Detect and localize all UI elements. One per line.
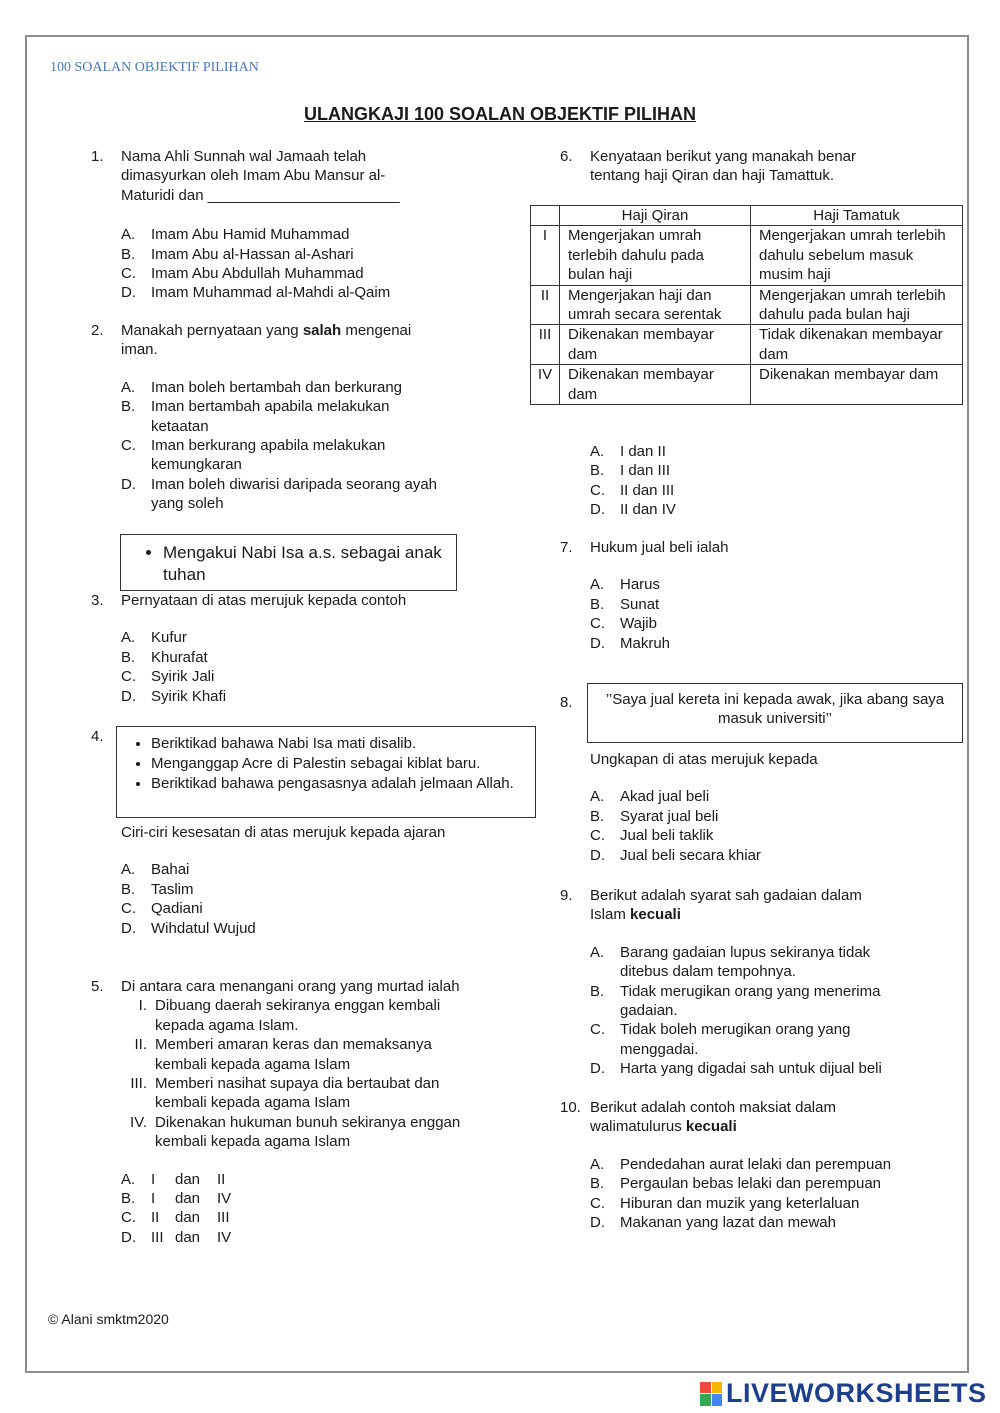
option-a[interactable]: A. Pendedahan aurat lelaki dan perempuan bbox=[590, 1155, 892, 1173]
question-number: 9. bbox=[560, 887, 573, 904]
option-a[interactable]: A. Harus bbox=[590, 576, 661, 594]
table-row: II Mengerjakan haji dan umrah secara serentak Mengerjakan umrah terlebih dahulu pada bulan haji bbox=[531, 285, 963, 325]
statement-item: IV. Dikenakan hukuman bunuh sekiranya enggan kembali kepada agama Islam bbox=[130, 1113, 461, 1151]
question-10 bbox=[560, 1098, 940, 1232]
question-text: Pernyataan di atas merujuk kepada contoh bbox=[121, 592, 407, 609]
option-d[interactable]: D. Iman boleh diwarisi daripada seorang ayah yang soleh bbox=[121, 475, 438, 513]
option-d[interactable]: D. Syirik Khafi bbox=[121, 687, 227, 705]
option-b[interactable]: B. I dan IV bbox=[121, 1190, 232, 1208]
question-number: 10. bbox=[560, 1099, 581, 1116]
option-b[interactable]: B. Imam Abu al-Hassan al-Ashari bbox=[121, 245, 354, 263]
question-text: Nama Ahli Sunnah wal Jamaah telah dimasyurkan oleh Imam Abu Mansur al-Maturidi dan _______________________ bbox=[121, 148, 400, 204]
question-number: 3. bbox=[91, 592, 104, 609]
option-c[interactable]: C. Hiburan dan muzik yang keterlaluan bbox=[590, 1194, 860, 1212]
option-d[interactable]: D. Imam Muhammad al-Mahdi al-Qaim bbox=[121, 284, 391, 302]
statement-item: III. Memberi nasihat supaya dia bertaubat dan kembali kepada agama Islam bbox=[130, 1075, 440, 1112]
option-d[interactable]: D. Harta yang digadai sah untuk dijual beli bbox=[590, 1060, 882, 1078]
question-text: Kenyataan berikut yang manakah benar tentang haji Qiran dan haji Tamattuk. bbox=[590, 148, 857, 185]
option-c[interactable]: C. Jual beli taklik bbox=[590, 827, 714, 845]
option-c[interactable]: C. II dan III bbox=[121, 1209, 230, 1227]
question-text: Ciri-ciri kesesatan di atas merujuk kepada ajaran bbox=[121, 824, 446, 841]
q8-quote-box: ’’Saya jual kereta ini kepada awak, jika abang saya masuk universiti’’ bbox=[587, 683, 963, 743]
option-c[interactable]: C. Syirik Jali bbox=[121, 668, 215, 686]
question-7 bbox=[560, 538, 920, 653]
option-a[interactable]: A. Bahai bbox=[121, 861, 190, 879]
option-c[interactable]: C. Wajib bbox=[590, 615, 657, 633]
question-text: Berikut adalah syarat sah gadaian dalam Islam kecuali bbox=[590, 887, 862, 924]
question-text: Di antara cara menangani orang yang murtad ialah bbox=[121, 978, 460, 995]
question-number: 6. bbox=[560, 148, 573, 165]
question-4 bbox=[91, 823, 451, 938]
option-c[interactable]: C. Qadiani bbox=[121, 900, 203, 918]
question-number-8: 8. bbox=[560, 694, 573, 711]
question-number: 2. bbox=[91, 322, 104, 339]
header-label: 100 SOALAN OBJEKTIF PILIHAN bbox=[50, 60, 259, 75]
option-d[interactable]: D. Makanan yang lazat dan mewah bbox=[590, 1214, 836, 1232]
question-6 bbox=[560, 147, 900, 186]
question-text: Manakah pernyataan yang salah mengenai iman. bbox=[121, 322, 412, 359]
liveworksheets-icon bbox=[700, 1382, 722, 1406]
q3-statement-box: • Mengakui Nabi Isa a.s. sebagai anak tuhan bbox=[120, 534, 457, 591]
table-row: III Dikenakan membayar dam Tidak dikenakan membayar dam bbox=[531, 325, 963, 365]
page-title: ULANGKAJI 100 SOALAN OBJEKTIF PILIHAN bbox=[303, 104, 697, 124]
option-b[interactable]: B. I dan III bbox=[590, 462, 671, 480]
option-d[interactable]: D. III dan IV bbox=[121, 1228, 232, 1246]
option-b[interactable]: B. Tidak merugikan orang yang menerima gadaian. bbox=[590, 982, 881, 1020]
question-text: Ungkapan di atas merujuk kepada bbox=[590, 751, 818, 768]
option-d[interactable]: D. II dan IV bbox=[590, 501, 676, 519]
statement-item: I. Dibuang daerah sekiranya enggan kembali kepada agama Islam. bbox=[138, 997, 441, 1034]
question-5 bbox=[91, 977, 491, 1247]
question-number: 1. bbox=[91, 148, 104, 165]
question-number: 7. bbox=[560, 539, 573, 556]
option-b[interactable]: B. Pergaulan bebas lelaki dan perempuan bbox=[590, 1175, 882, 1193]
question-6-options bbox=[590, 442, 890, 520]
option-a[interactable]: A. Barang gadaian lupus sekiranya tidak ditebus dalam tempohnya. bbox=[590, 943, 871, 981]
option-b[interactable]: B. Taslim bbox=[121, 880, 194, 898]
table-header-row: Haji Qiran Haji Tamatuk bbox=[531, 206, 963, 226]
question-text: Berikut adalah contoh maksiat dalam walimatulurus kecuali bbox=[590, 1099, 836, 1136]
question-1 bbox=[91, 147, 431, 303]
question-number: 5. bbox=[91, 978, 104, 995]
option-a[interactable]: A. Kufur bbox=[121, 629, 187, 647]
question-number-4: 4. bbox=[91, 728, 104, 745]
question-3 bbox=[91, 591, 471, 706]
option-a[interactable]: A. Imam Abu Hamid Muhammad bbox=[121, 226, 350, 244]
statement-item: II. Memberi amaran keras dan memaksanya kembali kepada agama Islam bbox=[134, 1036, 432, 1073]
option-b[interactable]: B. Syarat jual beli bbox=[590, 807, 719, 825]
q4-statement-box: • Beriktikad bahawa Nabi Isa mati disalib. • Menganggap Acre di Palestin sebagai kiblat baru. • Beriktikad bahawa pengasasnya adalah jelmaan Allah. bbox=[116, 726, 536, 818]
question-2 bbox=[91, 321, 441, 514]
option-c[interactable]: C. Tidak boleh merugikan orang yang menggadai. bbox=[590, 1021, 851, 1058]
question-8 bbox=[560, 750, 920, 865]
option-c[interactable]: C. Iman berkurang apabila melakukan kemungkaran bbox=[121, 437, 386, 474]
option-c[interactable]: C. II dan III bbox=[590, 481, 675, 499]
copyright-text: © Alani smktm2020 bbox=[48, 1311, 169, 1327]
option-b[interactable]: B. Sunat bbox=[590, 595, 660, 613]
option-b[interactable]: B. Iman bertambah apabila melakukan ketaatan bbox=[121, 398, 390, 435]
option-d[interactable]: D. Wihdatul Wujud bbox=[121, 919, 256, 937]
table-row: IV Dikenakan membayar dam Dikenakan membayar dam bbox=[531, 365, 963, 405]
option-d[interactable]: D. Makruh bbox=[590, 634, 671, 652]
liveworksheets-logo[interactable] bbox=[700, 1378, 987, 1409]
option-c[interactable]: C. Imam Abu Abdullah Muhammad bbox=[121, 265, 364, 283]
question-text: Hukum jual beli ialah bbox=[590, 539, 729, 556]
option-a[interactable]: A. I dan II bbox=[121, 1170, 226, 1188]
table-row: I Mengerjakan umrah terlebih dahulu pada bulan haji Mengerjakan umrah terlebih dahulu sebelum masuk musim haji bbox=[531, 226, 963, 285]
haji-table bbox=[530, 205, 963, 405]
option-d[interactable]: D. Jual beli secara khiar bbox=[590, 846, 761, 864]
option-b[interactable]: B. Khurafat bbox=[121, 648, 208, 666]
option-a[interactable]: A. Iman boleh bertambah dan berkurang bbox=[121, 378, 403, 396]
brand-name: LIVEWORKSHEETS bbox=[726, 1378, 987, 1408]
option-a[interactable]: A. Akad jual beli bbox=[590, 788, 710, 806]
option-a[interactable]: A. I dan II bbox=[590, 443, 666, 460]
question-9 bbox=[560, 886, 930, 1079]
